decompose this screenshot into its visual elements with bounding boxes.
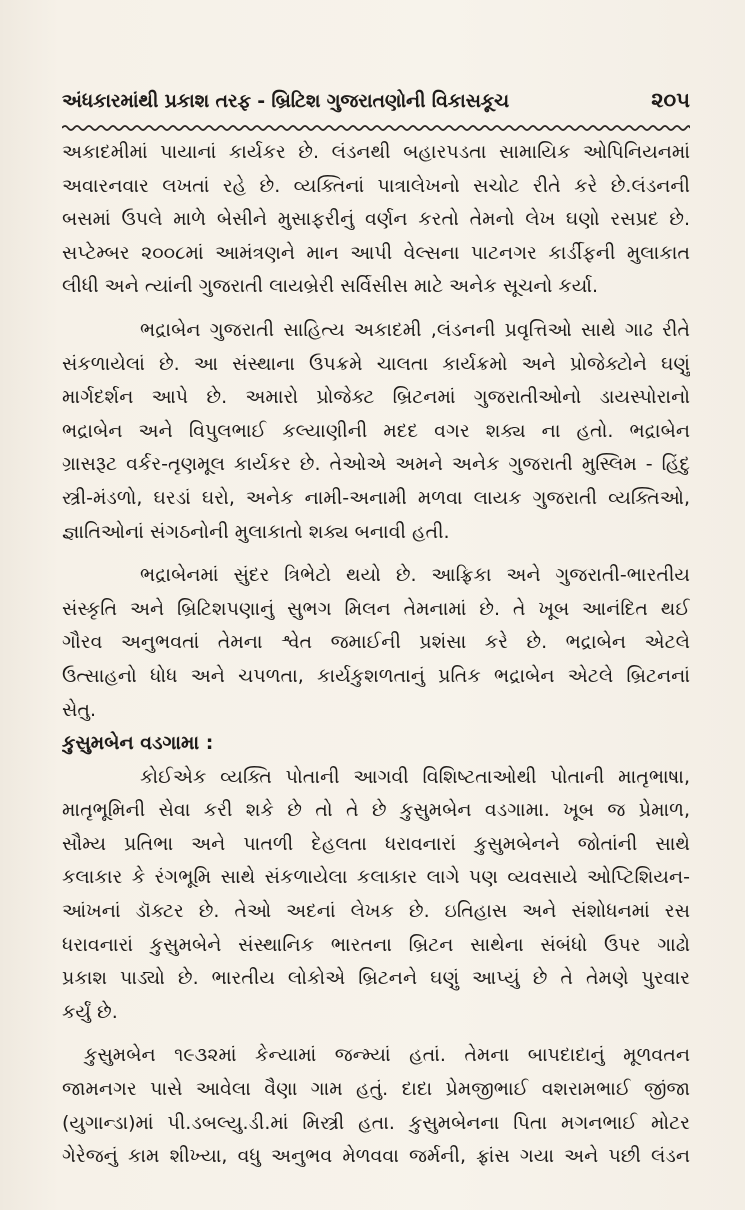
text-line: ગ્રાસરૂટ વર્કર-તૃણમૂલ કાર્યકર છે. તેઓએ અમને અનેક ગુજરાતી મુસ્લિમ - હિંદુ [62, 453, 690, 476]
text-line: સેતુ. [62, 698, 97, 721]
text-line: કુસુમબેન ૧૯૩૨માં કેન્યામાં જન્મ્યાં હતાં. તેમના બાપદાદાનું મૂળવતન [84, 1044, 690, 1067]
text-line: માર્ગદર્શન આપે છે. અમારો પ્રોજેક્ટ બ્રિટનમાં ગુજરાતીઓનો ડાયસ્પોરાનો [62, 386, 690, 409]
text-line: ભદ્રાબેન ગુજરાતી સાહિત્ય અકાદમી ,લંડનની પ્રવૃત્તિઓ સાથે ગાઢ રીતે [140, 318, 690, 341]
text-line: કોઈએક વ્યક્તિ પોતાની આગવી વિશિષ્ટતાઓથી પોતાની માતૃભાષા, [140, 765, 690, 788]
text-line: ગેરેજનું કામ શીખ્યા, વધુ અનુભવ મેળવવા જર્મની, ફ્રાંસ ગયા અને પછી લંડન [62, 1145, 690, 1168]
text-line: જામનગર પાસે આવેલા વૈણા ગામ હતું. દાદા પ્રેમજીભાઈ વશરામભાઈ જીંજા [62, 1078, 690, 1101]
body-text [62, 136, 690, 1174]
text-line: કલાકાર કે રંગભૂમિ સાથે સંકળાયેલા કલાકાર લાગે પણ વ્યવસાયે ઓપ્ટિશિયન- [62, 866, 690, 889]
text-line: બસમાં ઉપલે માળે બેસીને મુસાફરીનું વર્ણન કરતો તેમનો લેખ ઘણો રસપ્રદ છે. [62, 208, 690, 231]
text-line: (યુગાન્ડા)માં પી.ડબલ્યુ.ડી.માં મિસ્ત્રી હતા. કુસુમબેનના પિતા મગનભાઈ મોટર [62, 1111, 690, 1134]
text-line: ધરાવનારાં કુસુમબેને સંસ્થાનિક ભારતના બ્રિટન સાથેના સંબંધો ઉપર ગાઢો [62, 933, 690, 956]
page-number: ૨૦૫ [651, 88, 690, 112]
text-line: સૌમ્ય પ્રતિભા અને પાતળી દેહલતા ધરાવનારાં કુસુમબેનને જોતાંની સાથે [62, 832, 690, 855]
text-line: લીધી અને ત્યાંની ગુજરાતી લાયબ્રેરી સર્વિસીસ માટે અનેક સૂચનો કર્યા. [62, 275, 599, 298]
text-line: ભદ્રાબેનમાં સુંદર ત્રિભેટો થયો છે. આફ્રિકા અને ગુજરાતી-ભારતીય [140, 564, 690, 587]
text-line: જ્ઞાતિઓનાં સંગઠનોની મુલાકાતો શક્ય બનાવી હતી. [62, 520, 450, 543]
text-line: ભદ્રાબેન અને વિપુલભાઈ કલ્યાણીની મદદ વગર શક્ય ના હતો. ભદ્રાબેન [62, 419, 690, 442]
text-line: પ્રકાશ પાડ્યો છે. ભારતીય લોકોએ બ્રિટનને ઘણું આપ્યું છે તે તેમણે પુરવાર [62, 967, 690, 990]
text-line: સંસ્કૃતિ અને બ્રિટિશપણાનું સુભગ મિલન તેમનામાં છે. તે ખૂબ આનંદિત થઈ [62, 597, 690, 620]
running-title: અંધકારમાંથી પ્રકાશ તરફ - બ્રિટિશ ગુજરાતણોની વિકાસકૂચ [62, 90, 510, 112]
text-line: આંખનાં ડૉક્ટર છે. તેઓ અદનાં લેખક છે. ઇતિહાસ અને સંશોધનમાં રસ [62, 900, 690, 923]
text-line: ગૌરવ અનુભવતાં તેમના શ્વેત જમાઈની પ્રશંસા કરે છે. ભદ્રાબેન એટલે [62, 631, 690, 654]
header-ornamental-rule [62, 124, 690, 132]
text-line: કર્યું છે. [62, 1000, 118, 1023]
text-line: સંકળાયેલાં છે. આ સંસ્થાના ઉપક્રમે ચાલતા કાર્યક્રમો અને પ્રોજેક્ટોને ઘણું [62, 352, 690, 375]
text-line: અકાદમીમાં પાયાનાં કાર્યકર છે. લંડનથી બહારપડતા સામાયિક ઓપિનિયનમાં [62, 141, 690, 163]
section-heading: કુસુમબેન વડગામા : [62, 732, 214, 755]
text-line: અવારનવાર લખતાં રહે છે. વ્યક્તિનાં પાત્રાલેખનો સચોટ રીતે કરે છે.લંડનની [62, 174, 690, 197]
page-header [62, 86, 690, 120]
text-line: સપ્ટેમ્બર ૨૦૦૮માં આમંત્રણને માન આપી વેલ્સના પાટનગર કાર્ડીફની મુલાકાત [62, 241, 690, 264]
text-line: સ્ત્રી-મંડળો, ઘરડાં ઘરો, અનેક નામી-અનામી મળવા લાયક ગુજરાતી વ્યક્તિઓ, [62, 486, 690, 509]
text-line: માતૃભૂમિની સેવા કરી શકે છે તો તે છે કુસુમબેન વડગામા. ખૂબ જ પ્રેમાળ, [62, 799, 690, 822]
text-line: ઉત્સાહનો ધોધ અને ચપળતા, કાર્યકુશળતાનું પ્રતિક ભદ્રાબેન એટલે બ્રિટનનાં [62, 664, 690, 687]
